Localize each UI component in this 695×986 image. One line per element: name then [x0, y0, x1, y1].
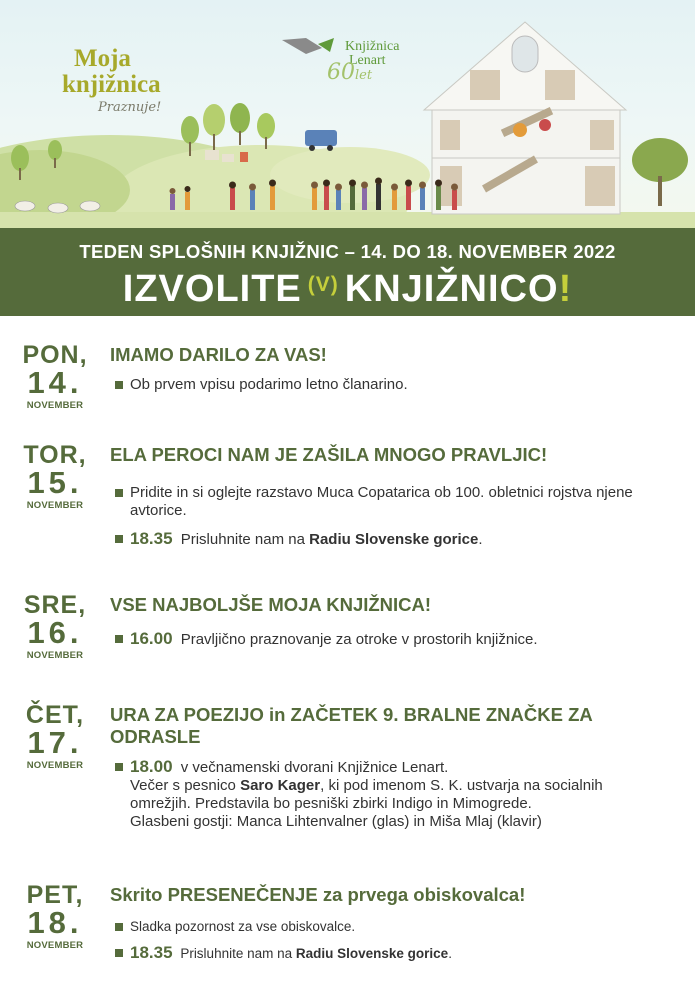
day-name: TOR,	[23, 441, 87, 469]
logo-moja-line1: Moja	[74, 45, 131, 72]
band-title-mark: !	[558, 268, 573, 310]
day-heading: ELA PEROCI NAM JE ZAŠILA MNOGO PRAVLJIC!	[110, 444, 548, 465]
item-text: Pridite in si oglejte razstavo Muca Copatarica ob 100. obletnici rojstva njene avtorice.	[130, 484, 633, 519]
item-text: Sladka pozornost za vse obiskovalce.	[130, 919, 356, 934]
list-item	[115, 758, 675, 831]
logo-lenart-line1: Knjižnica	[345, 39, 400, 54]
logo-moja-line3: Praznuje!	[98, 100, 162, 115]
band-subtitle: TEDEN SPLOŠNIH KNJIŽNIC – 14. DO 18. NOVEMBER 2022	[79, 241, 616, 262]
list-item	[115, 530, 675, 549]
bullet-square	[115, 381, 123, 389]
day-name: PET,	[26, 881, 84, 909]
item-text: Prisluhnite nam na	[180, 946, 296, 961]
day-date: 18.	[27, 905, 83, 940]
list-item	[115, 944, 675, 963]
moja-knjiznica-logo	[62, 46, 182, 115]
day-heading-line1: URA ZA POEZIJO in ZAČETEK 9. BRALNE ZNAČKE ZA	[110, 704, 593, 725]
item-time: 18.35	[130, 943, 173, 962]
list-item	[115, 484, 650, 520]
knjiznica-lenart-logo	[327, 39, 435, 85]
band-title-v: (V)	[307, 273, 339, 296]
item-time: 16.00	[130, 629, 173, 648]
logo-lenart-years	[327, 60, 372, 85]
day-heading: Skrito PRESENEČENJE za prvega obiskovalca!	[110, 884, 526, 905]
list-item	[115, 376, 675, 394]
day-month: NOVEMBER	[26, 940, 84, 951]
band-title-b: KNJIŽNICO	[344, 268, 559, 310]
day-month: NOVEMBER	[26, 760, 84, 771]
item-after: .	[448, 946, 452, 961]
logo-moja-line2: knjižnica	[62, 71, 161, 98]
item-after: .	[478, 531, 483, 548]
day-name: SRE,	[23, 591, 87, 619]
day-date: 16.	[27, 615, 83, 650]
date-block	[20, 882, 90, 952]
day-heading: IMAMO DARILO ZA VAS!	[110, 344, 327, 365]
date-block	[20, 442, 90, 512]
day-date: 17.	[27, 725, 83, 760]
day-heading: VSE NAJBOLJŠE MOJA KNJIŽNICA!	[110, 594, 432, 615]
day-date: 14.	[27, 365, 83, 400]
day-name: ČET,	[25, 701, 85, 729]
item-text: Pravljično praznovanje za otroke v prostorih knjižnice.	[180, 631, 538, 648]
day-date: 15.	[27, 465, 83, 500]
item-time: 18.00	[130, 757, 173, 776]
bullet-square	[115, 923, 123, 931]
item-line2-bold: Saro Kager	[240, 777, 321, 794]
item-line3: omrežjih. Predstavila bo pesniški zbirki Indigo in Mimogrede.	[130, 795, 532, 812]
band-title	[0, 268, 695, 311]
day-month: NOVEMBER	[26, 500, 84, 511]
day-name: PON,	[22, 341, 88, 369]
logo-lenart-years-number: 60	[327, 60, 355, 85]
list-item	[115, 918, 675, 936]
day-heading-line2: ODRASLE	[110, 726, 201, 747]
bullet-square	[115, 535, 123, 543]
day-month: NOVEMBER	[26, 400, 84, 411]
date-block	[20, 592, 90, 662]
item-time: 18.35	[130, 529, 173, 548]
bullet-square	[115, 949, 123, 957]
day-month: NOVEMBER	[26, 650, 84, 661]
item-bold: Radiu Slovenske gorice	[295, 946, 449, 961]
item-line2-b: , ki pod imenom S. K. ustvarja na socialnih	[320, 777, 603, 794]
bullet-square	[115, 635, 123, 643]
date-block	[20, 342, 90, 412]
item-text: Ob prvem vpisu podarimo letno članarino.	[130, 376, 408, 393]
bullet-square	[115, 489, 123, 497]
header-illustration	[0, 0, 695, 228]
title-band	[0, 228, 695, 316]
band-title-a: IZVOLITE	[122, 268, 302, 310]
item-text: Prisluhnite nam na	[180, 531, 310, 548]
item-text: v večnamenski dvorani Knjižnice Lenart.	[180, 759, 449, 776]
list-item	[115, 630, 675, 649]
bullet-square	[115, 763, 123, 771]
item-line4: Glasbeni gostji: Manca Lihtenvalner (glas) in Miša Mlaj (klavir)	[130, 813, 542, 830]
date-block	[20, 702, 90, 772]
logo-lenart-line2: Lenart	[349, 53, 386, 68]
item-line2	[130, 777, 675, 795]
logo-lenart-years-suffix: let	[355, 68, 373, 83]
item-bold: Radiu Slovenske gorice	[309, 531, 479, 548]
day-heading	[110, 704, 670, 748]
item-line2-a: Večer s pesnico	[130, 777, 241, 794]
